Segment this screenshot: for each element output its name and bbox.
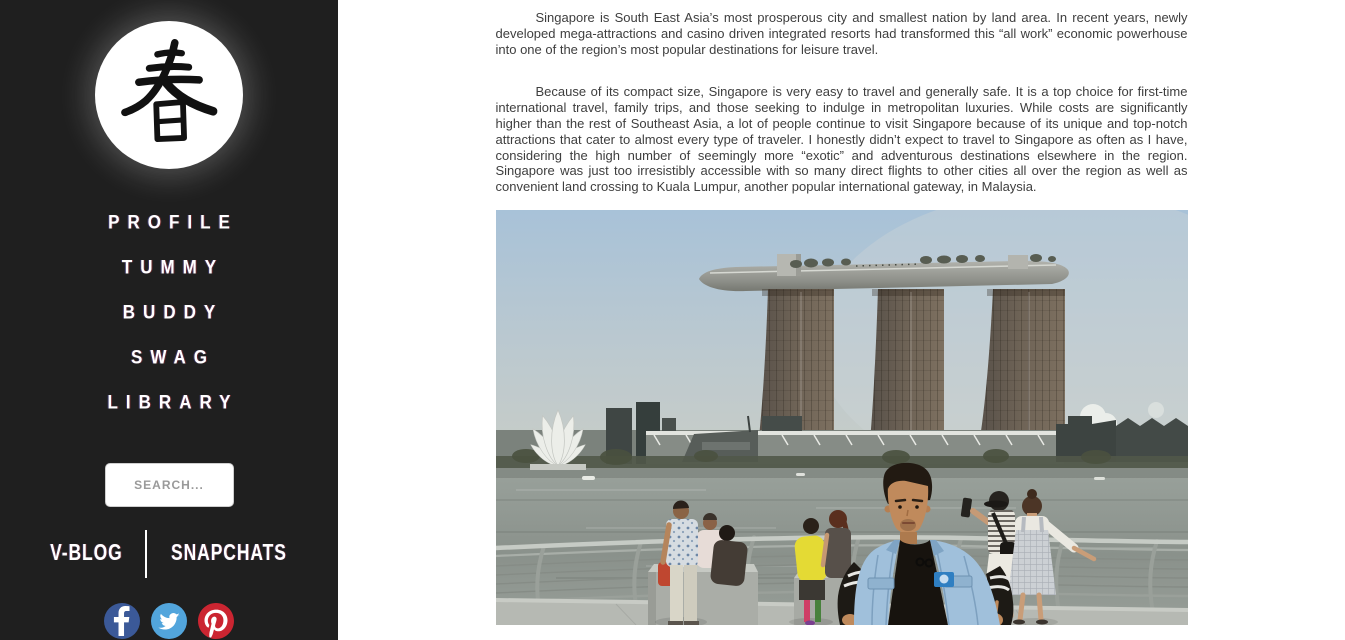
facebook-icon[interactable]: [104, 603, 140, 639]
article: [338, 0, 1345, 640]
search-input[interactable]: [105, 463, 234, 507]
sidebar-item-vblog[interactable]: V-BLOG: [49, 540, 123, 567]
paragraph-1: Singapore is South East Asia’s most prosperous city and smallest nation by land area. In recent years, newly developed mega-attractions and casino driven integrated resorts had transformed this “all work” economic powerhouse into one of the region’s most popular destinations for leisure travel.: [495, 10, 1188, 57]
main-nav: [100, 213, 239, 438]
twitter-icon[interactable]: [151, 603, 187, 639]
pinterest-icon[interactable]: [198, 603, 234, 639]
sidebar-item-buddy[interactable]: BUDDY: [122, 301, 224, 324]
sidebar: [0, 0, 338, 640]
sidebar-item-snapchats[interactable]: SNAPCHATS: [170, 540, 287, 567]
article-photo: [496, 210, 1188, 625]
sidebar-item-tummy[interactable]: TUMMY: [121, 256, 225, 279]
secondary-nav: [47, 530, 292, 578]
search-box: [105, 463, 234, 507]
sidebar-item-swag[interactable]: SWAG: [131, 346, 215, 369]
spring-kanji-logo-icon: [111, 37, 227, 153]
sidebar-item-library[interactable]: LIBRARY: [107, 391, 239, 414]
social-links: [104, 603, 234, 639]
site-logo[interactable]: [95, 21, 243, 169]
sidebar-item-profile[interactable]: PROFILE: [108, 211, 238, 234]
paragraph-2: Because of its compact size, Singapore is very easy to travel and generally safe. It is a top choice for first-time international travel, family trips, and those seeking to indulge in metropolitan luxuries. While costs are significantly higher than the rest of Southeast Asia, a lot of people continue to visit Singapore because of its unique and top-notch attractions that cater to almost every type of traveler. I honestly didn’t expect to travel to Singapore as often as I have, considering the high number of seemingly more “exotic” and adventurous destinations elsewhere in the region. Singapore was just too irresistibly accessible with so many direct flights to other cities all over the region as well as convenient land crossing to Kuala Lumpur, another popular international gateway, in Malaysia.: [495, 84, 1188, 195]
divider: [145, 530, 147, 578]
